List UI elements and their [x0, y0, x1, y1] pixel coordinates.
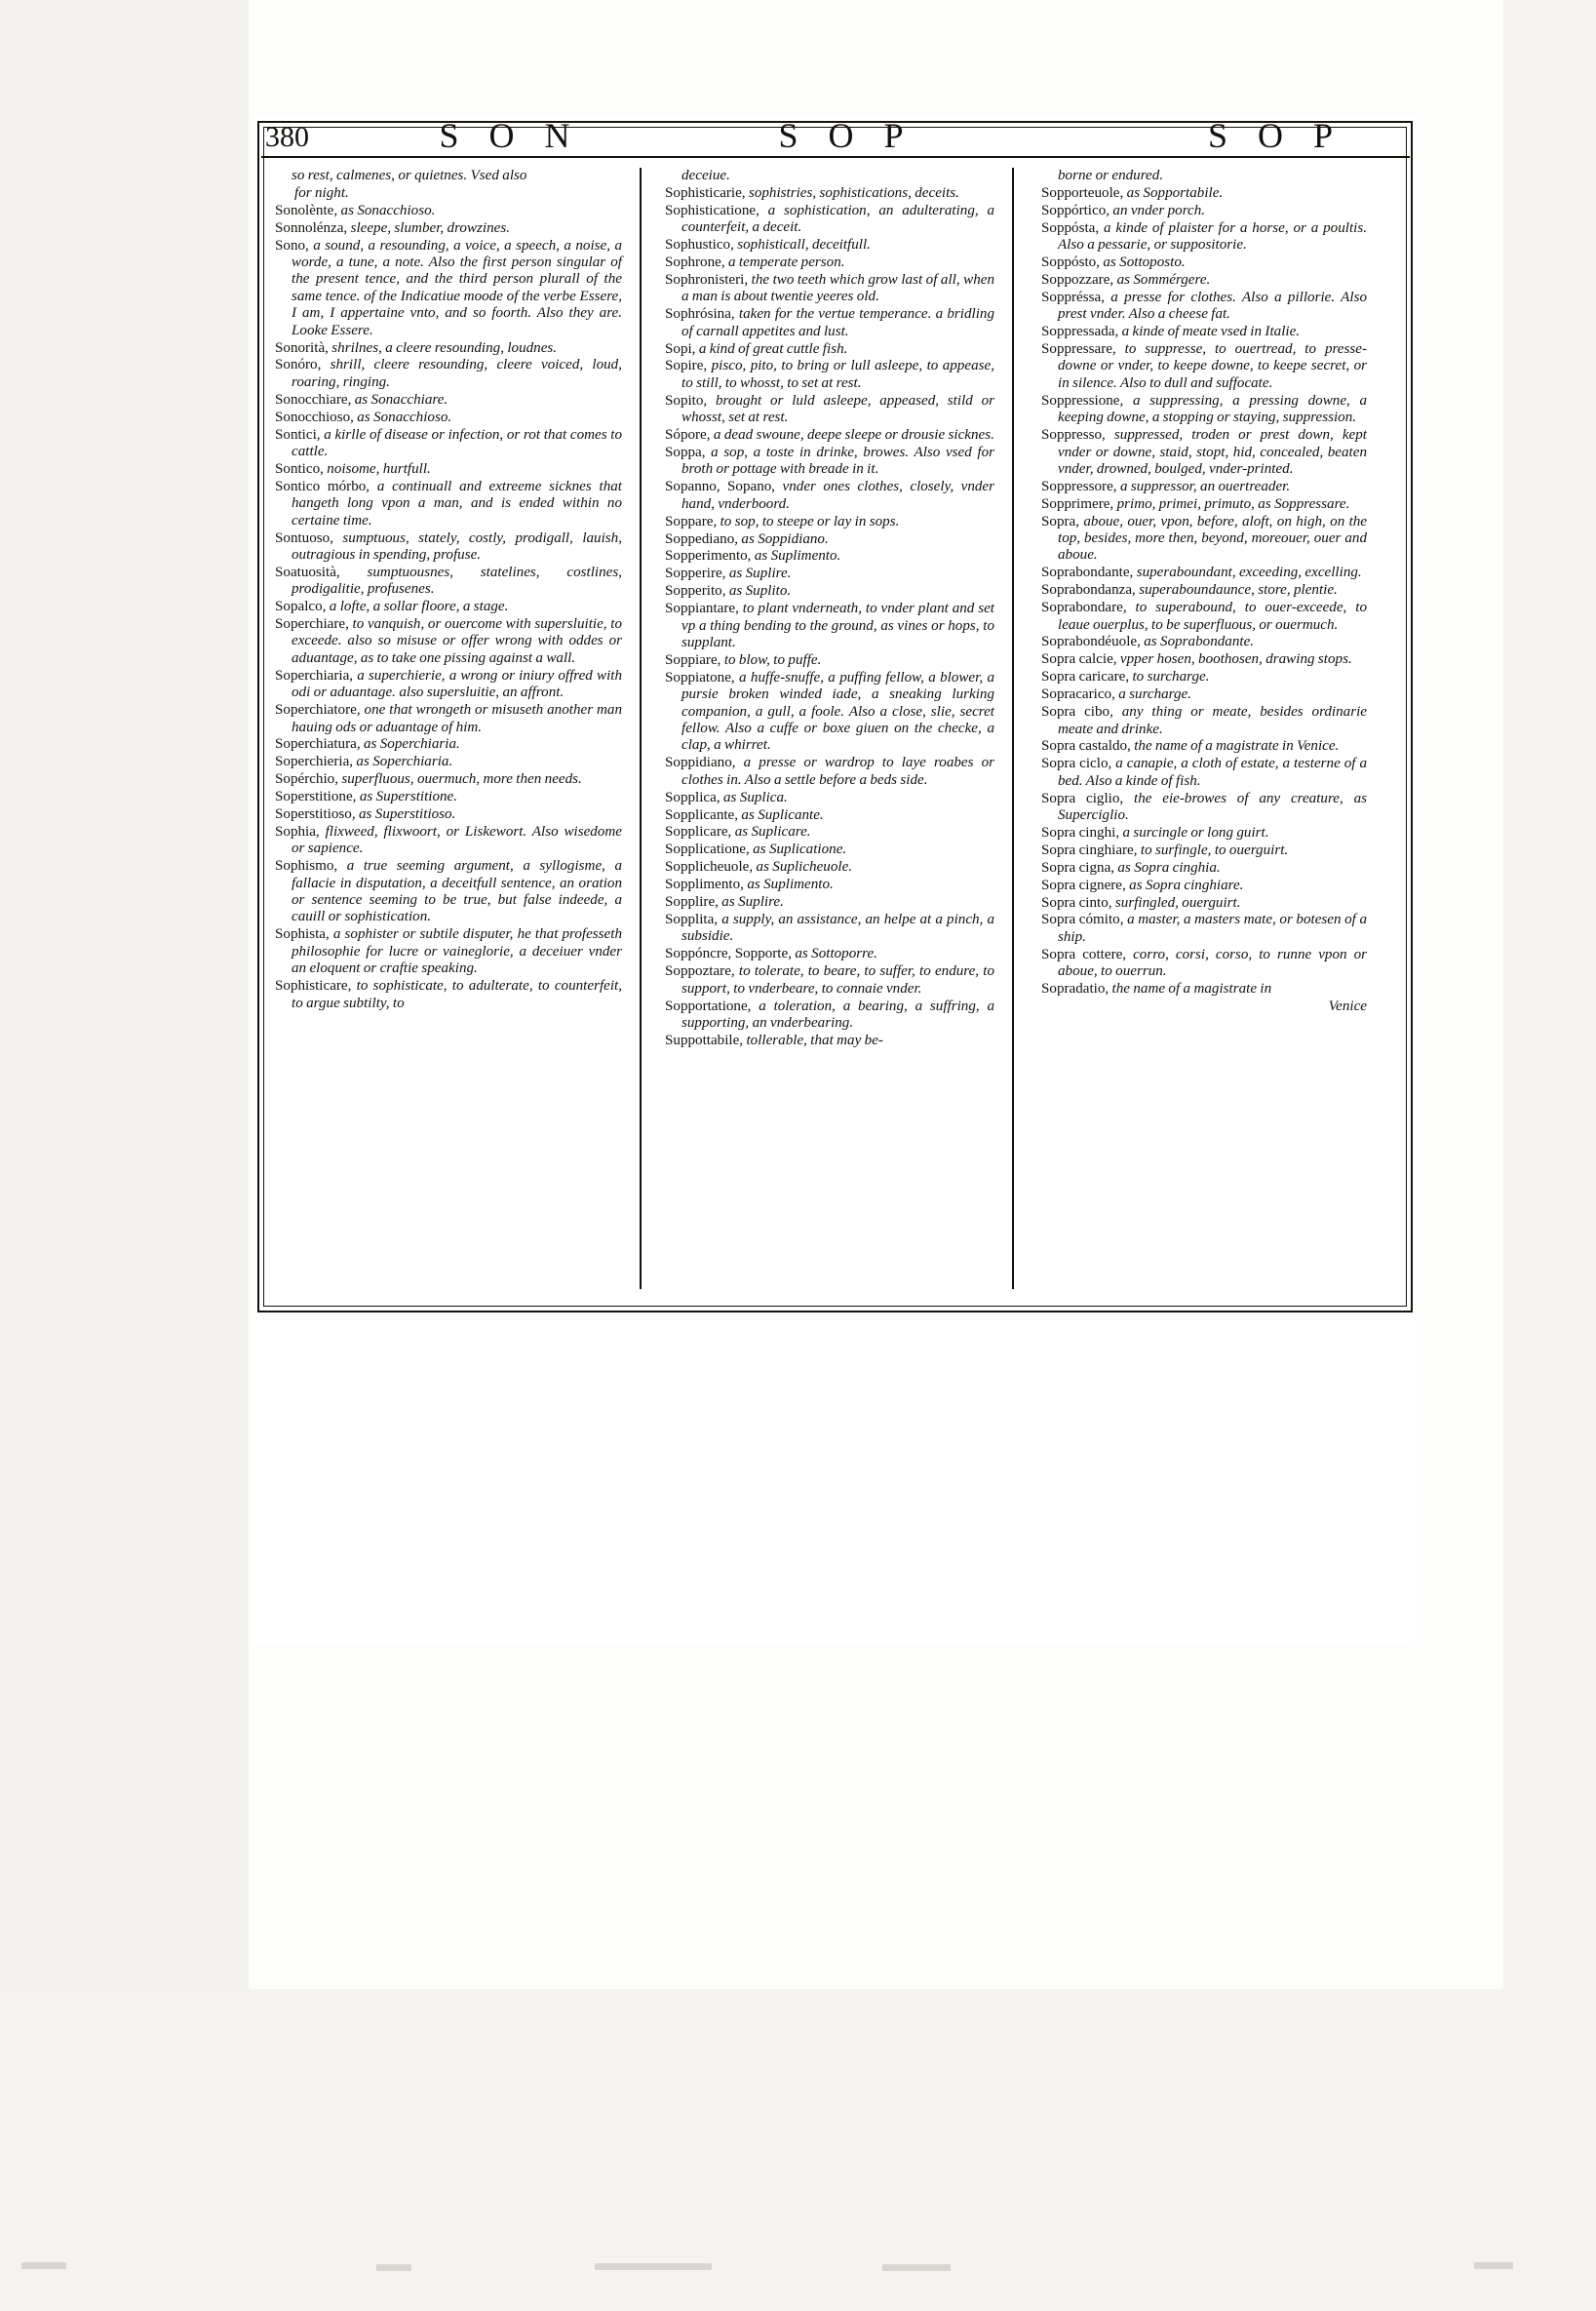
column-1 — [275, 168, 634, 1299]
dictionary-entry — [1041, 272, 1367, 289]
dictionary-entry — [275, 771, 622, 788]
entry-definition: as Sottoposto. — [1103, 255, 1186, 271]
dictionary-entry — [275, 978, 622, 1012]
entry-headword: Sopracarico, — [1041, 686, 1115, 703]
entry-definition: as Soperchiaria. — [363, 736, 460, 753]
dictionary-entry — [1041, 514, 1367, 565]
dictionary-entry — [1041, 912, 1367, 946]
dictionary-entry — [1041, 565, 1367, 581]
entry-headword: Sopra cómito, — [1041, 912, 1124, 928]
entry-headword: Soppozzare, — [1041, 271, 1114, 288]
entry-definition: aboue, ouer, vpon, before, aloft, on high, on the top, besides, more then, beyond, moreouer, ouer and aboue. — [1058, 513, 1368, 564]
entry-headword: Suppottabile, — [665, 1032, 744, 1048]
entry-definition: as Suplimento. — [754, 548, 841, 565]
entry-definition: sophistries, sophistications, deceits. — [748, 184, 959, 201]
entry-definition: for night. — [294, 184, 349, 201]
entry-definition: the two teeth which grow last of all, when a man is about twentie yeeres old. — [681, 271, 995, 305]
entry-definition: superaboundaunce, store, plentie. — [1139, 582, 1338, 599]
entry-headword: Sonolènte, — [275, 202, 338, 218]
dictionary-entry — [665, 912, 994, 946]
entry-definition: deceiue. — [681, 168, 730, 183]
entry-definition: sleepe, slumber, drowzines. — [350, 219, 510, 236]
dictionary-entry — [665, 514, 994, 530]
entry-headword: Soppréssa, — [1041, 289, 1105, 305]
entry-headword: Sopplicante, — [665, 806, 739, 823]
entry-definition: as Suplimento. — [747, 877, 834, 893]
entry-headword: Soprabondare, — [1041, 600, 1127, 616]
dictionary-entry — [1041, 582, 1367, 599]
entry-headword: Soprabondéuole, — [1041, 634, 1141, 650]
entry-definition: a true seeming argument, a syllogisme, a fallacie in disputation, a deceitfull sentence, an oration or sentence seeming to be true, but false indeede, a cauill or sophistication. — [292, 858, 623, 925]
entry-headword: Sopperimento, — [665, 548, 752, 565]
dictionary-entry — [665, 790, 994, 806]
entry-definition: to sophisticate, to adulterate, to counterfeit, to argue subtilty, to — [292, 978, 623, 1011]
entry-definition: as Suplicatione. — [753, 842, 847, 858]
entry-definition: a surcharge. — [1118, 686, 1192, 703]
dictionary-entry — [1041, 479, 1367, 495]
entry-definition: so rest, calmenes, or quietnes. Vsed also — [292, 168, 527, 183]
dictionary-entry — [1041, 669, 1367, 685]
entry-definition: as Sonacchiare. — [354, 391, 448, 408]
entry-headword: Soprabondante, — [1041, 565, 1134, 581]
entry-headword: Sópore, — [665, 427, 711, 444]
entry-definition: to plant vnderneath, to vnder plant and set vp a thing bending to the ground, as vines or hops, to supplant. — [681, 601, 995, 650]
entry-headword: Sopplicare, — [665, 824, 732, 841]
dictionary-entry — [275, 410, 622, 426]
dictionary-entry — [665, 670, 994, 755]
entry-definition: a kinde of meate vsed in Italie. — [1121, 324, 1301, 340]
dictionary-entry — [275, 427, 622, 461]
entry-headword: Sophrone, — [665, 255, 725, 271]
dictionary-entry — [1041, 496, 1367, 513]
entry-headword: Sontico, — [275, 460, 324, 477]
dictionary-entry — [275, 238, 622, 339]
dictionary-entry — [1041, 704, 1367, 738]
entry-headword: Sonorità, — [275, 339, 329, 356]
entry-headword: Sopire, — [665, 358, 708, 374]
entry-headword: Sopporteuole, — [1041, 184, 1124, 201]
dictionary-columns — [275, 168, 1398, 1299]
entry-definition: a kind of great cuttle fish. — [698, 340, 848, 357]
entry-definition: taken for the vertue temperance. a bridling of carnall appetites and lust. — [681, 306, 995, 339]
dictionary-entry — [665, 652, 994, 669]
entry-definition: a kirlle of disease or infection, or rot that comes to cattle. — [292, 426, 623, 459]
entry-headword: Sophronisteri, — [665, 271, 749, 288]
entry-definition: as Soprabondante. — [1144, 634, 1255, 650]
entry-definition: to surfingle, to ouerguirt. — [1140, 842, 1289, 858]
entry-definition: to suppresse, to ouertread, to presse-downe or vnder, to keepe downe, to keepe secret, or in silence. Also to dull and suffocate. — [1058, 341, 1367, 391]
entry-headword: Sonóro, — [275, 357, 322, 373]
entry-headword: Soppóncre, Sopporte, — [665, 946, 792, 962]
entry-headword: Sopra cottere, — [1041, 946, 1127, 962]
dictionary-entry — [275, 702, 622, 736]
entry-definition: as Sopra cinghia. — [1117, 859, 1221, 876]
dictionary-entry — [1041, 290, 1367, 324]
entry-headword: Sonnolénza, — [275, 219, 348, 236]
dictionary-entry — [1041, 756, 1367, 790]
entry-headword: Sopito, — [665, 392, 708, 409]
dictionary-entry — [665, 566, 994, 582]
dictionary-entry — [665, 1033, 994, 1049]
dictionary-entry — [1041, 600, 1367, 634]
entry-headword: Soppiatone, — [665, 669, 735, 685]
dictionary-entry — [1041, 895, 1367, 912]
column-3 — [1020, 168, 1379, 1299]
entry-headword: Soppiare, — [665, 651, 721, 668]
entry-definition: brought or luld asleepe, appeased, stild or whosst, set at rest. — [681, 392, 995, 426]
dictionary-entry — [665, 427, 994, 444]
entry-definition: a suppressing, a pressing downe, a keeping downe, a stopping or staying, suppression. — [1058, 392, 1368, 426]
dictionary-entry — [665, 185, 994, 202]
entry-definition: primo, primei, primuto, as Soppressare. — [1116, 495, 1350, 512]
entry-definition: a kinde of plaister for a horse, or a poultis. Also a pessarie, or suppositorie. — [1058, 219, 1367, 254]
entry-headword: Sopérchio, — [275, 771, 338, 788]
dictionary-entry — [1041, 634, 1367, 650]
entry-definition: a dead swoune, deepe sleepe or drousie sicknes. — [713, 427, 994, 444]
entry-headword: Sopplire, — [665, 894, 719, 911]
entry-definition: a sop, a toste in drinke, browes. Also vsed for broth or pottage with breade in it. — [681, 445, 994, 478]
entry-headword: Sopra caricare, — [1041, 669, 1130, 685]
entry-definition: to vanquish, or ouercome with supersluitie, to exceede. also so misuse or offer wrong with oddes or aduantage, as to take one pissing against a wall. — [292, 616, 622, 666]
dictionary-entry — [665, 963, 994, 998]
entry-definition: as Suplicante. — [741, 806, 824, 823]
dictionary-entry — [1041, 686, 1367, 703]
entry-headword: Soperchiatore, — [275, 702, 361, 719]
dictionary-entry — [275, 616, 622, 667]
entry-definition: as Suplire. — [721, 894, 784, 911]
dictionary-entry — [275, 203, 622, 219]
entry-definition: as Suplicheuole. — [756, 859, 853, 876]
entry-headword: Sopra ciglio, — [1041, 790, 1124, 806]
entry-definition: a sound, a resounding, a voice, a speech, a noise, a worde, a tune, a note. Also the first person singular of the present tence, and the third person plurall of the same tence. of the Indicatiue moode of the verbe Essere, I am, I appertaine vnto, and so foorth. Also they are. Looke Essere. — [292, 237, 623, 338]
dictionary-entry — [1041, 947, 1367, 981]
entry-definition: as Suplicare. — [734, 824, 811, 841]
entry-definition: to sop, to steepe or lay in sops. — [720, 513, 900, 529]
entry-definition: a superchierie, a wrong or iniury offred with odi or aduantage. also supersluitie, an affront. — [292, 667, 623, 701]
dictionary-entry — [665, 237, 994, 254]
entry-headword: Sontuoso, — [275, 529, 333, 546]
entry-headword: Sopra castaldo, — [1041, 738, 1131, 755]
dictionary-entry — [665, 894, 994, 911]
entry-definition: as Sopportabile. — [1126, 184, 1224, 201]
entry-definition: as Soppidiano. — [741, 530, 829, 547]
entry-definition: corro, corsi, corso, to runne vpon or aboue, to ouerrun. — [1058, 946, 1367, 980]
dictionary-entry — [665, 601, 994, 651]
dictionary-entry — [665, 842, 994, 858]
entry-headword: Soppressione, — [1041, 392, 1124, 409]
entry-definition: a canapie, a cloth of estate, a testerne of a bed. Also a kinde of fish. — [1058, 756, 1368, 789]
entry-headword: Sopplicheuole, — [665, 859, 754, 876]
column-2 — [647, 168, 1006, 1299]
entry-headword: Sopalco, — [275, 599, 327, 615]
entry-definition: as Sopra cinghiare. — [1129, 877, 1244, 893]
entry-definition: as Sommérgere. — [1116, 271, 1211, 288]
dictionary-entry — [665, 824, 994, 841]
entry-headword: Soppidiano, — [665, 755, 736, 771]
entry-headword: Sopra ciclo, — [1041, 756, 1112, 772]
entry-headword: Sopperire, — [665, 566, 726, 582]
dictionary-entry — [1041, 393, 1367, 427]
entry-headword: Soppoztare, — [665, 963, 735, 980]
entry-definition: any thing or meate, besides ordinarie meate and drinke. — [1058, 704, 1367, 737]
entry-headword: Soppressore, — [1041, 478, 1117, 494]
entry-definition: the eie-browes of any creature, as Superciglio. — [1058, 790, 1367, 824]
dictionary-entry — [275, 806, 622, 823]
dictionary-entry — [275, 926, 622, 977]
entry-headword: Soppórtico, — [1041, 202, 1110, 218]
entry-headword: Sopra cinghiare, — [1041, 842, 1138, 858]
entry-headword: Soppósta, — [1041, 219, 1100, 236]
dictionary-entry — [665, 341, 994, 358]
column-rule-1 — [640, 168, 642, 1289]
entry-headword: Soperchieria, — [275, 754, 354, 770]
dictionary-entry — [1041, 341, 1367, 392]
entry-definition: borne or endured. — [1058, 168, 1164, 183]
dictionary-entry — [1041, 203, 1367, 219]
entry-headword: Sopperito, — [665, 583, 726, 600]
entry-headword: Soperchiatura, — [275, 736, 361, 753]
entry-headword: Sopplica, — [665, 789, 720, 805]
dictionary-entry — [275, 220, 622, 237]
dictionary-entry — [665, 859, 994, 876]
dictionary-entry — [665, 531, 994, 548]
column-rule-2 — [1012, 168, 1014, 1289]
entry-headword: Soprabondanza, — [1041, 582, 1136, 599]
entry-definition: a sophistication, an adulterating, a counterfeit, a deceit. — [681, 202, 994, 236]
dictionary-entry — [1041, 999, 1367, 1015]
dictionary-entry — [665, 755, 994, 789]
dictionary-entry — [665, 479, 994, 513]
entry-definition: the name of a magistrate in — [1111, 981, 1272, 998]
entry-headword: Soperstitioso, — [275, 806, 356, 823]
entry-definition: the name of a magistrate in Venice. — [1134, 738, 1340, 755]
entry-definition: as Sonacchioso. — [340, 202, 436, 218]
entry-definition: a continuall and extreeme sicknes that hangeth long vpon a man, and is ended within no certaine time. — [292, 478, 622, 529]
entry-definition: a supply, an assistance, an helpe at a pinch, a subsidie. — [681, 911, 995, 945]
entry-headword: Sopprimere, — [1041, 495, 1114, 512]
dictionary-entry — [1041, 651, 1367, 668]
entry-definition: a huffe-snuffe, a puffing fellow, a blower, a pursie broken winded iade, a sneaking lurking companion, a gull, a foole. Also a close, slie, secret fellow. Also a cuffe or boxe giuen on the checke, a clap, a whirret. — [681, 669, 994, 754]
dictionary-entry — [275, 357, 622, 391]
entry-definition: to surcharge. — [1132, 669, 1210, 685]
dictionary-entry — [665, 946, 994, 962]
entry-headword: Sopra, — [1041, 513, 1079, 529]
entry-headword: Soperstitione, — [275, 789, 357, 805]
entry-definition: a toleration, a bearing, a suffring, a supporting, an vnderbearing. — [681, 998, 994, 1031]
entry-headword: Sophia, — [275, 823, 320, 840]
running-head-right: S O P — [1207, 116, 1343, 155]
entry-headword: Sonocchioso, — [275, 409, 354, 425]
dictionary-entry — [1041, 427, 1367, 478]
entry-definition: a surcingle or long guirt. — [1122, 824, 1269, 841]
dictionary-entry — [275, 668, 622, 702]
dictionary-entry — [1041, 168, 1367, 184]
dictionary-entry — [275, 185, 622, 202]
dictionary-entry — [1041, 825, 1367, 842]
entry-definition: as Suplica. — [722, 789, 788, 805]
entry-definition: as Suplire. — [728, 566, 792, 582]
entry-headword: Sopradatio, — [1041, 981, 1109, 998]
entry-definition: to tolerate, to beare, to suffer, to endure, to support, to vnderbeare, to connaie vnder. — [681, 963, 995, 997]
entry-headword: Soppósto, — [1041, 255, 1100, 271]
dictionary-entry — [275, 461, 622, 478]
dictionary-entry — [275, 736, 622, 753]
entry-definition: noisome, hurtfull. — [327, 460, 431, 477]
entry-definition: as Soperchiaria. — [356, 754, 453, 770]
dictionary-entry — [665, 272, 994, 306]
entry-headword: Soppa, — [665, 445, 706, 460]
entry-definition: shrilnes, a cleere resounding, loudnes. — [331, 339, 558, 356]
dictionary-entry — [275, 824, 622, 858]
dictionary-entry — [1041, 860, 1367, 877]
entry-definition: a suppressor, an ouertreader. — [1119, 478, 1291, 494]
dictionary-entry — [665, 393, 994, 427]
entry-definition: superfluous, ouermuch, more then needs. — [341, 771, 582, 788]
entry-headword: Sontici, — [275, 426, 321, 443]
entry-definition: vnder ones clothes, closely, vnder hand, vnderboord. — [681, 479, 995, 512]
dictionary-entry — [275, 599, 622, 615]
dictionary-entry — [275, 789, 622, 805]
entry-headword: Soperchiare, — [275, 616, 349, 633]
entry-definition: as Suplito. — [728, 583, 792, 600]
entry-definition: surfingled, ouerguirt. — [1114, 894, 1241, 911]
dictionary-entry — [275, 565, 622, 599]
dictionary-entry — [665, 877, 994, 893]
dictionary-entry — [1041, 791, 1367, 825]
dictionary-entry — [275, 479, 622, 529]
entry-definition: sumptuous, stately, costly, prodigall, lauish, outragious in spending, profuse. — [292, 529, 622, 563]
folio-number: 380 — [265, 121, 309, 153]
scan-margin-left — [0, 0, 249, 2311]
dictionary-entry — [1041, 324, 1367, 340]
entry-definition: an vnder porch. — [1112, 202, 1206, 218]
entry-definition: superaboundant, exceeding, excelling. — [1136, 565, 1362, 581]
running-head-left: S O N — [439, 116, 581, 155]
entry-headword: Soppediano, — [665, 530, 739, 547]
entry-headword: Sopra cinto, — [1041, 894, 1112, 911]
entry-definition: a presse or wardrop to laye roabes or clothes in. Also a settle before a beds side. — [681, 755, 994, 788]
entry-headword: Sopplicatione, — [665, 842, 750, 858]
entry-definition: a master, a masters mate, or botesen of a ship. — [1058, 912, 1367, 945]
entry-headword: Sophrósina, — [665, 306, 735, 323]
dictionary-entry — [275, 340, 622, 357]
entry-headword: Sontico mórbo, — [275, 478, 370, 494]
entry-headword: Soppressada, — [1041, 324, 1119, 340]
dictionary-entry — [1041, 738, 1367, 755]
entry-headword: Sophisticatione, — [665, 202, 759, 218]
entry-definition: a lofte, a sollar floore, a stage. — [329, 599, 509, 615]
dictionary-entry — [275, 754, 622, 770]
entry-definition: a sophister or subtile disputer, he that professeth philosophie for lucre or vaineglorie, a deceiuer vnder an eloquent or craftie speaking. — [292, 926, 622, 977]
entry-headword: Sophista, — [275, 926, 330, 943]
entry-definition: a presse for clothes. Also a pillorie. Also prest vnder. Also a cheese fat. — [1058, 289, 1367, 323]
entry-definition: to blow, to puffe. — [723, 651, 822, 668]
entry-headword: Sopra cinghi, — [1041, 824, 1120, 841]
entry-headword: Sopi, — [665, 340, 696, 357]
dictionary-entry — [665, 306, 994, 340]
dictionary-entry — [665, 445, 994, 479]
entry-headword: Sono, — [275, 237, 309, 254]
entry-headword: Sopra cibo, — [1041, 704, 1113, 721]
entry-definition: Venice — [1328, 999, 1367, 1014]
entry-headword: Sophisticare, — [275, 978, 352, 995]
entry-headword: Sopra calcie, — [1041, 651, 1117, 668]
entry-headword: Sopplimento, — [665, 877, 744, 893]
entry-headword: Sophisticarie, — [665, 184, 746, 201]
entry-definition: tollerable, that may be- — [746, 1032, 883, 1048]
running-head-center: S O P — [778, 116, 915, 155]
entry-headword: Sonocchiare, — [275, 391, 352, 408]
dictionary-entry — [275, 168, 622, 184]
entry-headword: Soppare, — [665, 513, 718, 529]
entry-headword: Soppressare, — [1041, 341, 1116, 358]
scan-margin-right — [1503, 0, 1596, 2311]
dictionary-entry — [1041, 255, 1367, 271]
dictionary-entry — [275, 858, 622, 926]
entry-headword: Sopra cigna, — [1041, 859, 1115, 876]
entry-headword: Soatuosità, — [275, 564, 340, 580]
entry-definition: sophisticall, deceitfull. — [737, 237, 871, 254]
dictionary-entry — [665, 255, 994, 271]
dictionary-entry — [275, 392, 622, 409]
entry-headword: Sopanno, Sopano, — [665, 479, 776, 495]
dictionary-entry — [665, 807, 994, 824]
scan-artifacts — [0, 2258, 1596, 2284]
dictionary-entry — [1041, 981, 1367, 998]
dictionary-entry — [1041, 185, 1367, 202]
entry-headword: Sopportatione, — [665, 998, 752, 1014]
entry-definition: vpper hosen, boothosen, drawing stops. — [1119, 651, 1352, 668]
entry-definition: sumptuousnes, statelines, costlines, prodigalitie, profusenes. — [292, 564, 622, 598]
dictionary-entry — [665, 203, 994, 237]
entry-definition: one that wrongeth or misuseth another man hauing ods or aduantage of him. — [292, 702, 622, 735]
entry-definition: as Superstitione. — [359, 789, 458, 805]
entry-definition: to superabound, to ouer-exceede, to leaue ouerplus, to be superfluous, or ouermuch. — [1058, 600, 1368, 633]
dictionary-entry — [665, 168, 994, 184]
dictionary-entry — [665, 583, 994, 600]
dictionary-entry — [275, 530, 622, 565]
dictionary-entry — [665, 999, 994, 1033]
entry-definition: suppressed, troden or prest down, kept vnder or downe, staid, stopt, hid, concealed, beaten vnder, drowned, boulged, vnder-printed. — [1058, 427, 1367, 477]
entry-headword: Sophustico, — [665, 237, 734, 254]
entry-headword: Sophismo, — [275, 858, 338, 875]
dictionary-entry — [665, 358, 994, 392]
entry-definition: shrill, cleere resounding, cleere voiced, loud, roaring, ringing. — [292, 357, 623, 390]
dictionary-entry — [1041, 878, 1367, 894]
entry-definition: as Superstitioso. — [358, 806, 456, 823]
entry-headword: Soperchiaria, — [275, 667, 354, 684]
entry-headword: Sopplita, — [665, 911, 719, 927]
entry-definition: as Sottoporre. — [795, 946, 877, 962]
entry-headword: Soppresso, — [1041, 427, 1106, 444]
entry-definition: flixweed, flixwoort, or Liskewort. Also wisedome or sapience. — [292, 823, 622, 857]
entry-definition: a temperate person. — [728, 255, 845, 271]
entry-headword: Soppiantare, — [665, 601, 739, 617]
entry-definition: as Sonacchioso. — [357, 409, 452, 425]
entry-headword: Sopra cignere, — [1041, 877, 1126, 893]
dictionary-entry — [1041, 220, 1367, 255]
entry-definition: pisco, pito, to bring or lull asleepe, to appease, to still, to whosst, to set at rest. — [681, 358, 994, 391]
dictionary-entry — [1041, 842, 1367, 859]
dictionary-entry — [665, 548, 994, 565]
